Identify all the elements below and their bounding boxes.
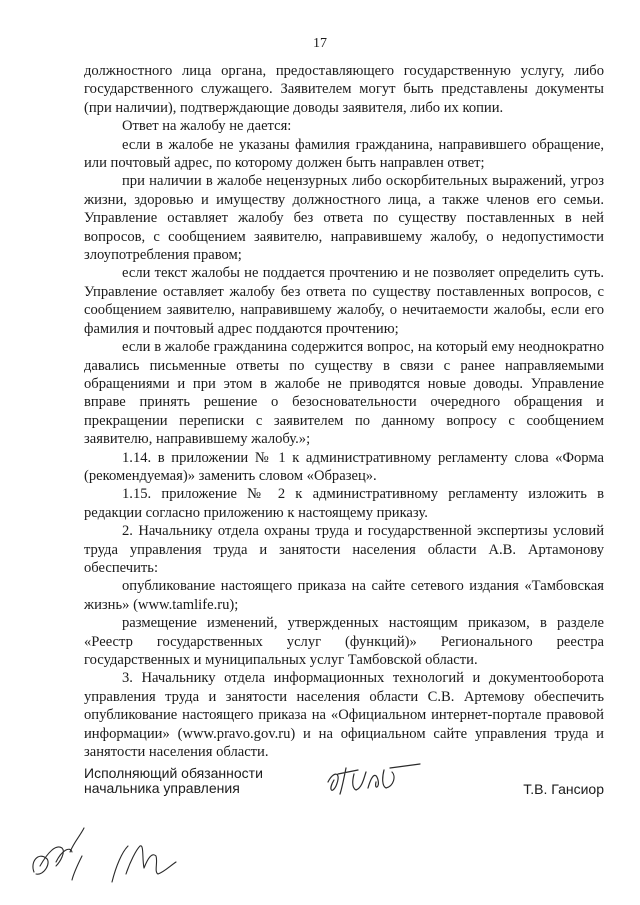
paragraph: 2. Начальнику отдела охраны труда и государственной экспертизы условий труда управления труда и занятости населения области А.В. Артамонову обеспечить:: [84, 523, 604, 576]
paragraph: опубликование настоящего приказа на сайте сетевого издания «Тамбовская жизнь» (www.tamlife.ru);: [84, 578, 604, 613]
document-body: [84, 62, 604, 761]
paragraph: если в жалобе не указаны фамилия гражданина, направившего обращение, или почтовый адрес, по которому должен быть направлен ответ;: [84, 136, 604, 172]
signature-block: [84, 766, 604, 806]
signatory-name: Т.В. Гансиор: [523, 781, 604, 797]
paragraph: при наличии в жалобе нецензурных либо оскорбительных выражений, угроз жизни, здоровью и имуществу должностного лица, а также членов его семьи. Управление оставляет жалобу без ответа по существу поставленных в ней вопросов, с сообщением заявителю, направившему жалобу, о недопустимости злоупотребления правом;: [84, 173, 604, 264]
paragraph: если текст жалобы не поддается прочтению и не позволяет определить суть. Управление оставляет жалобу без ответа по существу поставленных вопросов, с сообщением заявителю, направившему жалобу, о нечитаемости жалобы, если его фамилия и почтовый адрес поддаются прочтению;: [84, 265, 604, 337]
signatory-title-line-2: начальника управления: [84, 780, 240, 796]
paragraph: 1.14. в приложении № 1 к административному регламенту слова «Форма (рекомендуемая)» заменить словом «Образец».: [84, 449, 604, 484]
paragraph: если в жалобе гражданина содержится вопрос, на который ему неоднократно давались письменные ответы по существу в связи с ранее направляемыми обращениями и при этом в жалобе не приводятся новые доводы. Управление вправе принять решение о безосновательности очередного обращения и прекращении переписки с заявителем по данному вопросу с сообщением заявителю, направившему жалобу.»;: [84, 339, 604, 448]
paragraph: Ответ на жалобу не дается:: [122, 118, 292, 135]
signatory-title-line-1: Исполняющий обязанности: [84, 765, 263, 781]
paragraph: 1.15. приложение № 2 к административному регламенту изложить в редакции согласно приложению к настоящему приказу.: [84, 486, 604, 521]
approval-initials: [26, 822, 186, 892]
page-number: 17: [313, 36, 327, 51]
paragraph: размещение изменений, утвержденных настоящим приказом, в разделе «Реестр государственных услуг (функций)» Регионального реестра государственных и муниципальных услуг Тамбовской области.: [84, 615, 604, 668]
paragraph: должностного лица органа, предоставляющего государственную услугу, либо государственного служащего. Заявителем могут быть представлены документы (при наличии), подтверждающие доводы заявителя, либо их копии.: [84, 63, 604, 116]
handwritten-signature: [324, 760, 434, 800]
signatory-title: [84, 766, 263, 796]
paragraph: 3. Начальнику отдела информационных технологий и документооборота управления труда и занятости населения области С.В. Артемову обеспечить опубликование настоящего приказа на «Официальном интернет-портале правовой информации» (www.pravo.gov.ru) и на официальном сайте управления труда и занятости населения области.: [84, 670, 604, 761]
